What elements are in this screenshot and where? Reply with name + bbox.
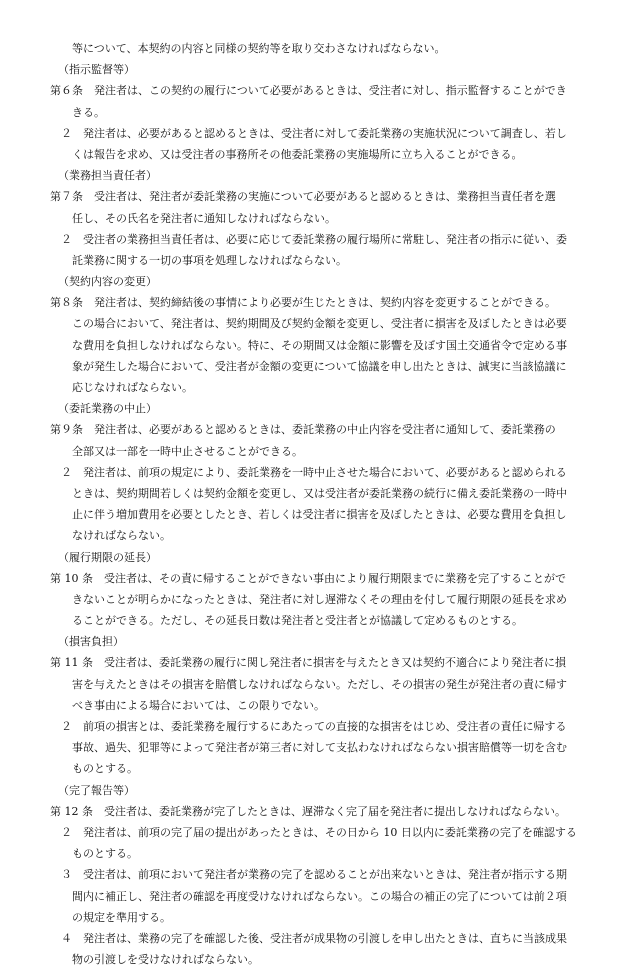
text-line: この場合において、発注者は、契約期間及び契約金額を変更し、受注者に損害を及ぼしたときは必要 [72,317,567,331]
text-line: ものとする。 [72,847,138,861]
text-line: ２ 受注者の業務担当責任者は、必要に応じて委託業務の履行場所に常駐し、発注者の指示に従い、委 [61,232,567,246]
text-line: なければならない。 [72,529,171,543]
text-line: 象が発生した場合において、受注者が金額の変更について協議を申し出たときは、誠実に当該協議に [72,359,567,373]
text-line: 第 10 条 受注者は、その責に帰することができない事由により履行期限までに業務を完了することがで [50,571,566,585]
text-line: 止に伴う増加費用を必要としたとき、若しくは受注者に損害を及ぼしたときは、必要な費用を負担し [72,508,567,522]
text-line: 第 11 条 受注者は、委託業務の履行に関し発注者に損害を与えたとき又は契約不適合により発注者に損 [50,656,566,670]
section-heading: （委託業務の中止） [58,402,157,416]
text-line: ２ 発注者は、前項の規定により、委託業務を一時中止させた場合において、必要があると認められる [61,465,567,479]
text-line: ２ 発注者は、前項の完了届の提出があったときは、その日から 10 日以内に委託業務の完了を確認する [61,825,577,839]
text-line: ２ 発注者は、必要があると認めるときは、受注者に対して委託業務の実施状況について調査し、若し [61,126,567,140]
text-line: 第 12 条 受注者は、委託業務が完了したときは、遅滞なく完了届を発注者に提出しなければならない。 [50,804,566,818]
text-line: ときは、契約期間若しくは契約金額を変更し、又は受注者が委託業務の続行に備え委託業務の一時中 [72,486,567,500]
section-heading: （指示監督等） [58,63,135,77]
section-heading: （業務担当責任者） [58,169,157,183]
section-heading: （履行期限の延長） [58,550,157,564]
text-line: 第７条 受注者は、発注者が委託業務の実施について必要があると認めるときは、業務担当責任者を選 [50,190,556,204]
text-line: ものとする。 [72,762,138,776]
section-heading: （損害負担） [58,635,124,649]
text-line: 全部又は一部を一時中止させることができる。 [72,444,303,458]
section-heading: （契約内容の変更） [58,275,157,289]
text-line: 託業務に関する一切の事項を処理しなければならない。 [72,253,347,267]
text-line: きる。 [72,105,105,119]
text-line: 第６条 発注者は、この契約の履行について必要があるときは、受注者に対し、指示監督することができ [50,84,567,98]
section-heading: （完了報告等） [58,783,135,797]
text-line: 物の引渡しを受けなければならない。 [72,953,259,967]
text-line: 応じなければならない。 [72,381,193,394]
text-line: ることができる。ただし、その延長日数は発注者と受注者とが協議して定めるものとする。 [72,614,523,628]
text-line: ２ 前項の損害とは、委託業務を履行するにあたっての直接的な損害をはじめ、受注者の責任に帰する [61,720,567,733]
text-line: の規定を準用する。 [72,910,171,924]
text-line: 害を与えたときはその損害を賠償しなければならない。ただし、その損害の発生が発注者の責に帰す [72,677,567,691]
text-line: ４ 発注者は、業務の完了を確認した後、受注者が成果物の引渡しを申し出たときは、直ちに当該成果 [61,931,567,945]
text-line: 事故、過失、犯罪等によって発注者が第三者に対して支払わなければならない損害賠償等一切を含む [72,741,567,755]
text-line: 任し、その氏名を発注者に通知しなければならない。 [72,211,336,225]
document-body [50,38,580,970]
text-line: 第８条 発注者は、契約締結後の事情により必要が生じたときは、契約内容を変更することができる。 [50,296,556,310]
text-line: 間内に補正し、発注者の確認を再度受けなければならない。この場合の補正の完了については前２項 [72,889,567,903]
text-line: な費用を負担しなければならない。特に、その期間又は金額に影響を及ぼす国土交通省令で定める事 [72,338,567,352]
text-line: べき事由による場合においては、この限りでない。 [72,698,325,712]
text-line: 等について、本契約の内容と同様の契約等を取り交わさなければならない。 [72,42,446,55]
text-line: くは報告を求め、又は受注者の事務所その他委託業務の実施場所に立ち入ることができる。 [72,147,523,161]
text-line: きないことが明らかになったときは、発注者に対し遅滞なくその理由を付して履行期限の延長を求め [72,592,567,606]
text-line: ３ 受注者は、前項において発注者が業務の完了を認めることが出来ないときは、発注者が指示する期 [61,868,567,882]
text-line: 第９条 発注者は、必要があると認めるときは、委託業務の中止内容を受注者に通知して、委託業務の [50,423,556,437]
